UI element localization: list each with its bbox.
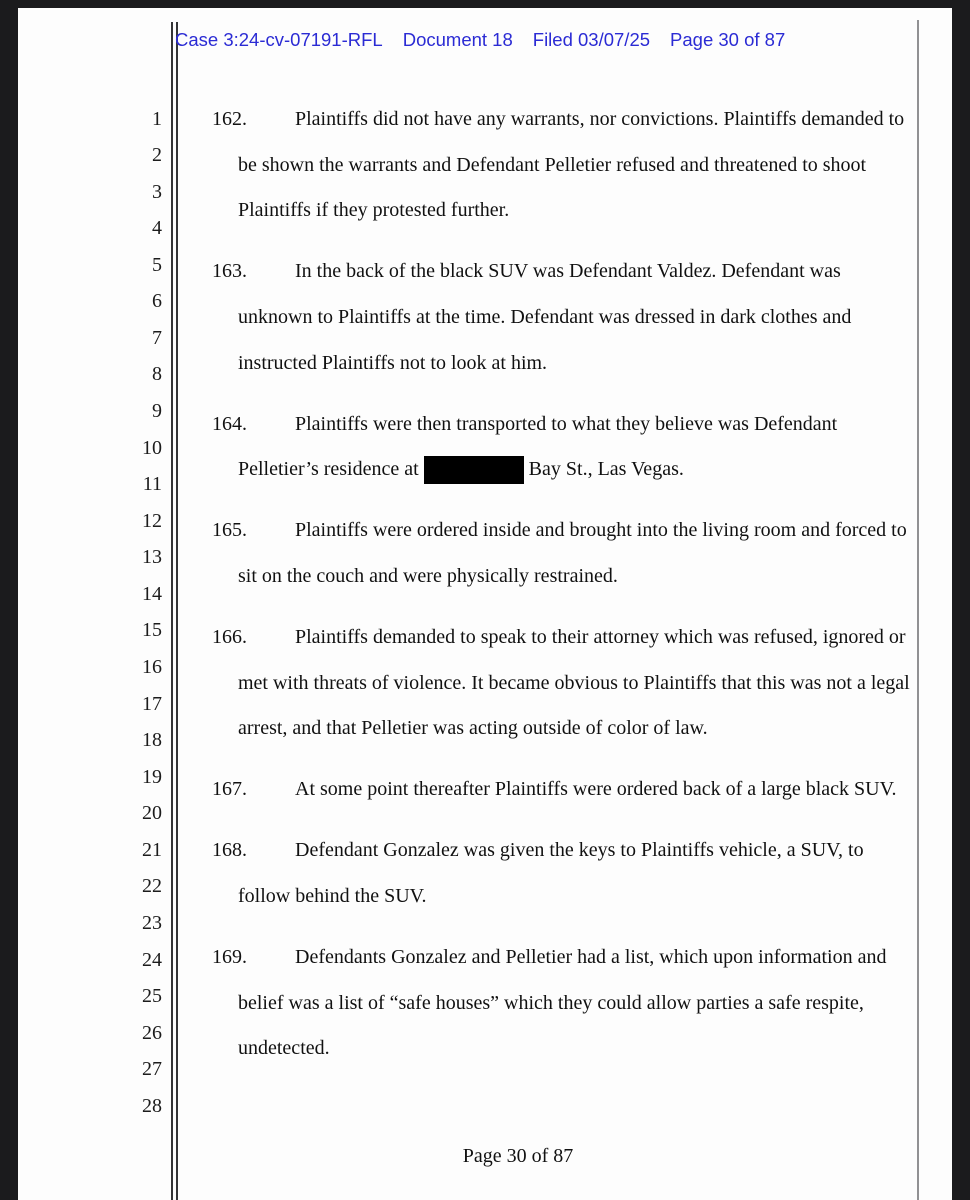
line-number: 20	[142, 802, 162, 825]
page-footer: Page 30 of 87	[462, 1145, 574, 1167]
paragraph-line: belief was a list of “safe houses” which they could allow parties a safe respite,	[238, 991, 864, 1014]
paragraph-line: met with threats of violence. It became obvious to Plaintiffs that this was not a legal	[238, 671, 910, 694]
paragraph-line: undetected.	[238, 1037, 330, 1060]
redaction-box	[424, 456, 524, 484]
line-number: 9	[152, 400, 162, 423]
paragraph	[212, 828, 938, 919]
header-page-indicator: Page 30 of 87	[670, 29, 786, 50]
paragraph-number: 169.	[212, 946, 247, 969]
paragraph-first-line: 164. Plaintiffs were then transported to what they believe was Defendant	[238, 402, 938, 448]
line-number: 23	[142, 912, 162, 935]
paragraph-line: follow behind the SUV.	[238, 885, 427, 908]
paragraph-line: sit on the couch and were physically restrained.	[238, 565, 618, 588]
paragraph-number: 163.	[212, 260, 247, 283]
line-number: 6	[152, 290, 162, 313]
paragraph-line: Plaintiffs if they protested further.	[238, 199, 510, 222]
line-number: 24	[142, 948, 162, 971]
line-number: 16	[142, 656, 162, 679]
paragraph-first-line: 163. In the back of the black SUV was Defendant Valdez. Defendant was	[238, 249, 938, 295]
paragraph-line: be shown the warrants and Defendant Pelletier refused and threatened to shoot	[238, 153, 867, 176]
paragraph	[212, 767, 938, 813]
paragraph-first-line: 169. Defendants Gonzalez and Pelletier had a list, which upon information and	[238, 935, 938, 981]
paragraph-line: instructed Plaintiffs not to look at him.	[238, 351, 548, 374]
line-number: 18	[142, 729, 162, 752]
line-number: 5	[152, 253, 162, 276]
pleading-double-rule	[171, 22, 178, 1200]
line-number: 8	[152, 363, 162, 386]
paragraph-number: 168.	[212, 839, 247, 862]
line-number: 25	[142, 985, 162, 1008]
body-paragraphs	[212, 97, 938, 1087]
line-number: 7	[152, 326, 162, 349]
line-number: 21	[142, 838, 162, 861]
paragraph-first-line: 168. Defendant Gonzalez was given the keys to Plaintiffs vehicle, a SUV, to	[238, 828, 938, 874]
paragraph	[212, 97, 938, 234]
line-number-column	[18, 8, 162, 1200]
line-number: 19	[142, 765, 162, 788]
filed-date: Filed 03/07/25	[532, 29, 651, 50]
line-number: 2	[152, 144, 162, 167]
line-number: 10	[142, 436, 162, 459]
paragraph-number: 162.	[212, 108, 247, 130]
paragraph-line: unknown to Plaintiffs at the time. Defendant was dressed in dark clothes and	[238, 306, 852, 329]
paragraph-number: 166.	[212, 626, 247, 649]
paragraph-line: Pelletier’s residence at Bay St., Las Vegas.	[238, 447, 938, 493]
line-number: 3	[152, 180, 162, 203]
paragraph-number: 167.	[212, 778, 247, 801]
line-number: 14	[142, 582, 162, 605]
paragraph	[212, 935, 938, 1072]
paragraph-line: arrest, and that Pelletier was acting outside of color of law.	[238, 717, 708, 740]
line-number: 4	[152, 217, 162, 240]
paragraph-number: 164.	[212, 412, 247, 435]
paragraph-first-line: 167. At some point thereafter Plaintiffs were ordered back of a large black SUV.	[238, 767, 938, 813]
line-number: 27	[142, 1058, 162, 1081]
line-number: 17	[142, 692, 162, 715]
paragraph	[212, 402, 938, 493]
line-number: 26	[142, 1021, 162, 1044]
paragraph-first-line: 162. Plaintiffs did not have any warrants, nor convictions. Plaintiffs demanded to	[238, 97, 938, 143]
line-number: 28	[142, 1094, 162, 1117]
line-number: 13	[142, 546, 162, 569]
paragraph-first-line: 166. Plaintiffs demanded to speak to their attorney which was refused, ignored or	[238, 615, 938, 661]
line-number: 12	[142, 509, 162, 532]
paragraph	[212, 508, 938, 599]
paragraph	[212, 249, 938, 386]
paragraph-number: 165.	[212, 519, 247, 542]
court-stamp-header	[175, 29, 785, 51]
case-number: Case 3:24-cv-07191-RFL	[175, 29, 383, 50]
document-number: Document 18	[402, 29, 513, 50]
line-number: 1	[152, 107, 162, 130]
line-number: 22	[142, 875, 162, 898]
line-number: 11	[142, 473, 162, 496]
paragraph	[212, 615, 938, 752]
document-page	[18, 8, 952, 1200]
paragraph-first-line: 165. Plaintiffs were ordered inside and brought into the living room and forced to	[238, 508, 938, 554]
line-number: 15	[142, 619, 162, 642]
